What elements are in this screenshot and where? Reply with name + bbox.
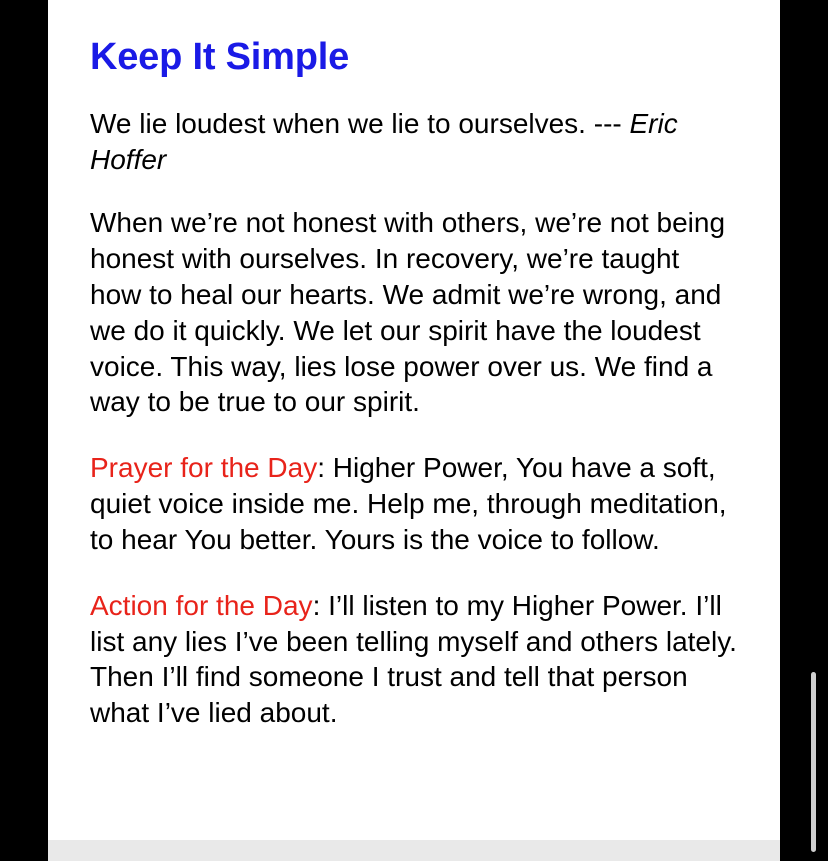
- page-bottom-strip: [48, 840, 780, 861]
- prayer-text: : Higher Power, You have a soft, quiet voice inside me. Help me, through meditation, to hear You better. Yours is the voice to follow.: [90, 452, 727, 555]
- left-gutter: [0, 0, 48, 861]
- quote-text: We lie loudest when we lie to ourselves. ---: [90, 107, 630, 139]
- body-paragraph: When we’re not honest with others, we’re not being honest with ourselves. In recovery, we’re taught how to heal our hearts. We admit we’re wrong, and we do it quickly. We let our spirit have the loudest voice. This way, lies lose power over us. We find a way to be true to our spirit.: [90, 207, 726, 418]
- quote-author: Eric Hoffer: [90, 107, 678, 175]
- prayer-paragraph: [90, 450, 738, 557]
- document-page: [48, 0, 780, 840]
- action-text: : I’ll listen to my Higher Power. I’ll list any lies I’ve been telling myself and others lately. Then I’ll find someone I trust and tell that person what I’ve lied about.: [90, 589, 737, 729]
- action-label: Action for the Day: [90, 589, 313, 621]
- action-paragraph: [90, 588, 738, 731]
- page-title: Keep It Simple: [90, 36, 350, 78]
- vertical-scrollbar[interactable]: [816, 0, 822, 861]
- scrollbar-thumb[interactable]: [811, 672, 816, 852]
- quote-paragraph: [90, 106, 738, 178]
- document-content: [48, 0, 780, 731]
- prayer-label: Prayer for the Day: [90, 452, 318, 484]
